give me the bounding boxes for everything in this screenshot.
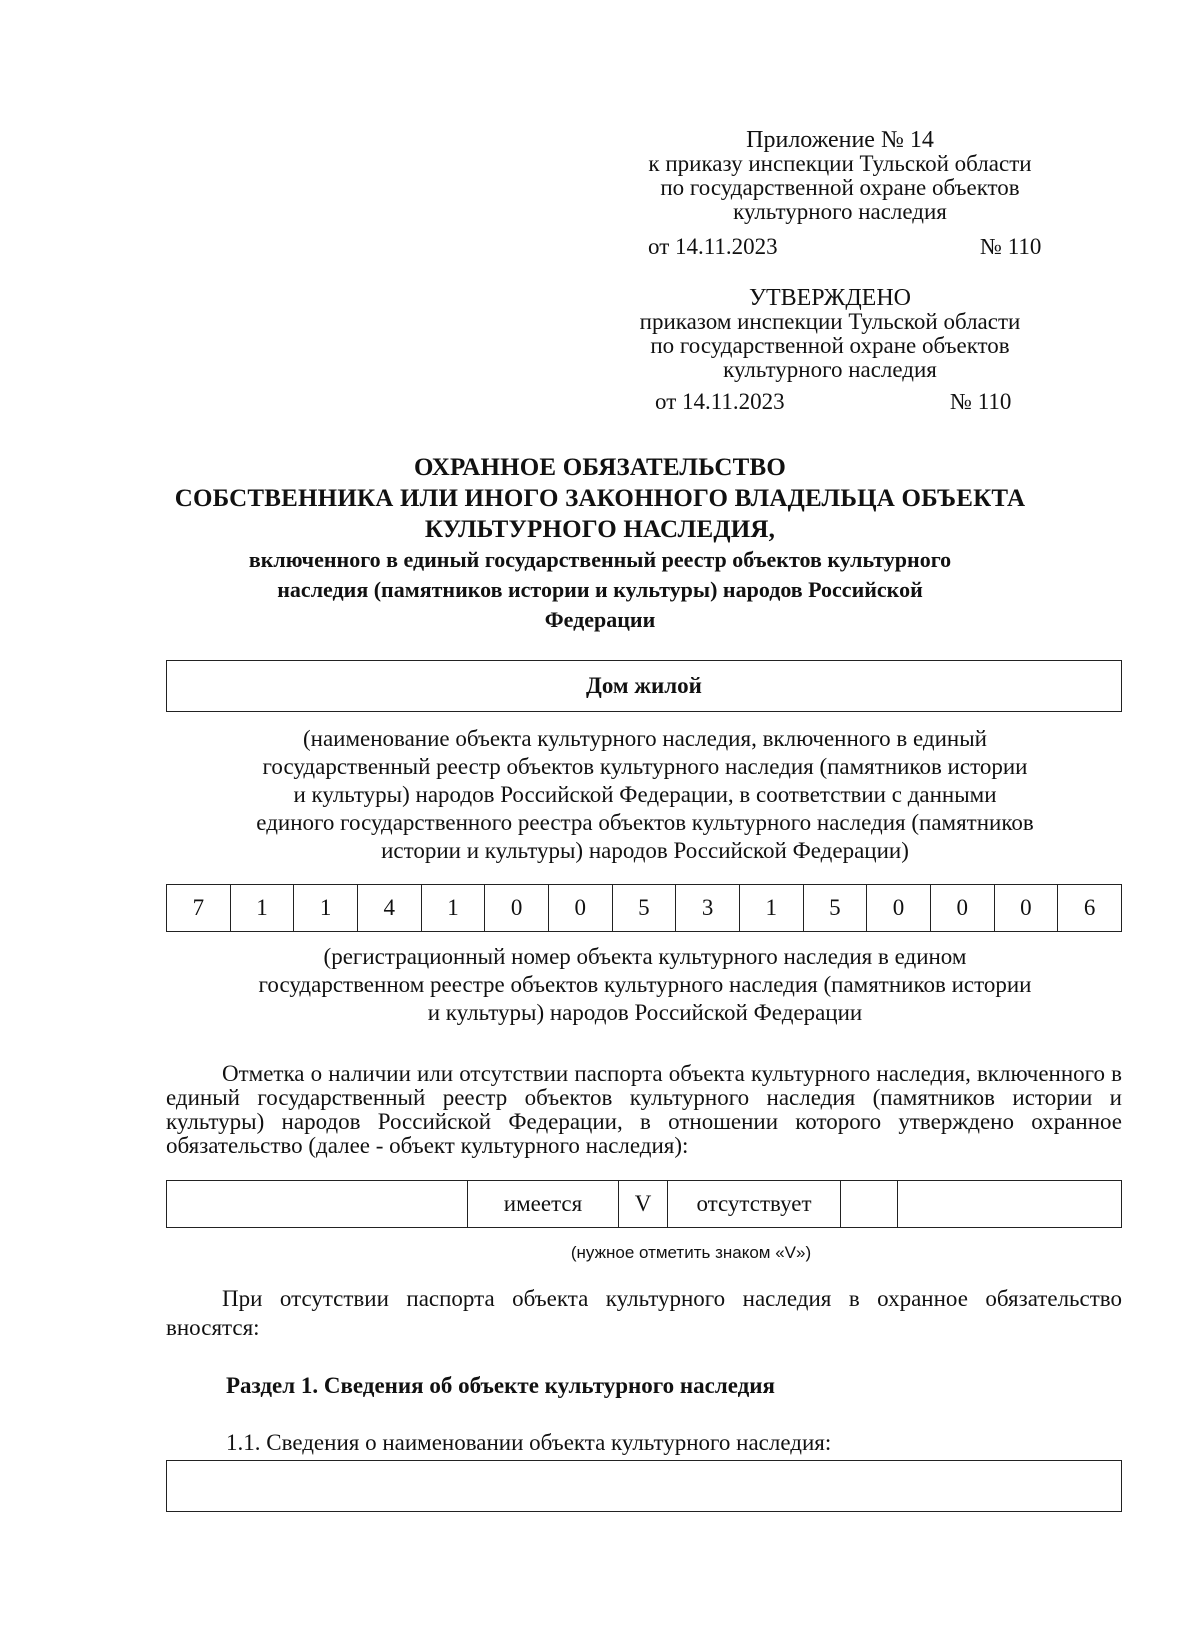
- registration-digit-cell: 1: [421, 885, 485, 932]
- appendix-line: по государственной охране объектов: [660, 175, 1020, 200]
- document-subtitle-line: Федерации: [544, 607, 656, 632]
- registration-digit-cell: 6: [1058, 885, 1122, 932]
- registration-digit-cell: 0: [548, 885, 612, 932]
- registration-digit-cell: 5: [612, 885, 676, 932]
- approved-line: приказом инспекции Тульской области: [639, 309, 1021, 334]
- appendix-number: № 110: [980, 234, 1042, 259]
- passport-empty-cell: [898, 1181, 1122, 1228]
- registration-digit-cell: 1: [739, 885, 803, 932]
- object-name-value: Дом жилой: [586, 673, 702, 698]
- appendix-line: к приказу инспекции Тульской области: [648, 151, 1032, 176]
- caption-line: (наименование объекта культурного наследия, включенного в единый: [302, 726, 987, 751]
- appendix-line: культурного наследия: [733, 199, 947, 224]
- passport-paragraph: Отметка о наличии или отсутствии паспорта объекта культурного наследия, включенного в единый государственный реестр объектов культурного наследия (памятников истории и культуры) народов Российской Федерации, в отношении которого утверждено охранное обязательство (далее - объект культурного наследия):: [166, 1061, 1122, 1158]
- approved-block: [590, 286, 1070, 382]
- object-name-field[interactable]: [166, 660, 1122, 712]
- approved-date: от 14.11.2023: [655, 389, 785, 414]
- caption-line: и культуры) народов Российской Федерации, в соответствии с данными: [293, 782, 997, 807]
- registration-digit-cell: 1: [230, 885, 294, 932]
- passport-present-label: имеется: [468, 1181, 619, 1228]
- registration-number-row: [167, 885, 1122, 932]
- registration-digit-cell: 4: [357, 885, 421, 932]
- registration-digit-cell: 0: [930, 885, 994, 932]
- appendix-title: Приложение № 14: [746, 127, 934, 153]
- registration-caption: [140, 943, 1150, 1027]
- passport-absent-label: отсутствует: [668, 1181, 841, 1228]
- section-heading: Раздел 1. Сведения об объекте культурного наследия: [226, 1373, 775, 1398]
- registration-digit-cell: 0: [485, 885, 549, 932]
- caption-line: и культуры) народов Российской Федерации: [427, 1000, 863, 1025]
- document-subtitle-line: включенного в единый государственный реестр объектов культурного: [248, 547, 952, 572]
- approved-title: УТВЕРЖДЕНО: [748, 285, 912, 311]
- document-title: [0, 452, 1200, 635]
- appendix-date: от 14.11.2023: [648, 234, 778, 259]
- caption-line: истории и культуры) народов Российской Федерации): [381, 838, 909, 863]
- registration-digit-cell: 1: [294, 885, 358, 932]
- passport-absent-checkbox[interactable]: [841, 1181, 898, 1228]
- passport-note: (нужное отметить знаком «V»): [570, 1243, 812, 1262]
- approved-number: № 110: [950, 389, 1012, 414]
- registration-digit-cell: 0: [994, 885, 1058, 932]
- caption-line: государственном реестре объектов культурного наследия (памятников истории: [258, 972, 1032, 997]
- caption-line: единого государственного реестра объектов культурного наследия (памятников: [256, 810, 1034, 835]
- caption-line: государственный реестр объектов культурного наследия (памятников истории: [262, 754, 1028, 779]
- approved-line: по государственной охране объектов: [650, 333, 1010, 358]
- passport-empty-cell: [167, 1181, 468, 1228]
- absence-paragraph: При отсутствии паспорта объекта культурного наследия в охранное обязательство вносятся:: [166, 1286, 1122, 1340]
- document-title-line: СОБСТВЕННИКА ИЛИ ИНОГО ЗАКОННОГО ВЛАДЕЛЬЦА ОБЪЕКТА: [174, 485, 1026, 512]
- passport-table: [166, 1180, 1122, 1228]
- registration-digit-cell: 0: [867, 885, 931, 932]
- object-name-caption: [140, 725, 1150, 865]
- passport-present-checkbox[interactable]: V: [619, 1181, 668, 1228]
- approved-line: культурного наследия: [723, 357, 937, 382]
- item-1-1-label: 1.1. Сведения о наименовании объекта культурного наследия:: [226, 1430, 832, 1455]
- appendix-block: [600, 128, 1080, 224]
- registration-digit-cell: 3: [676, 885, 740, 932]
- registration-number-grid: [166, 884, 1122, 932]
- registration-digit-cell: 7: [167, 885, 231, 932]
- document-title-line: КУЛЬТУРНОГО НАСЛЕДИЯ,: [424, 516, 776, 543]
- registration-digit-cell: 5: [803, 885, 867, 932]
- caption-line: (регистрационный номер объекта культурного наследия в едином: [323, 944, 967, 969]
- document-subtitle-line: наследия (памятников истории и культуры) народов Российской: [277, 577, 923, 602]
- object-name-info-field[interactable]: [166, 1460, 1122, 1512]
- document-title-line: ОХРАННОЕ ОБЯЗАТЕЛЬСТВО: [414, 454, 786, 481]
